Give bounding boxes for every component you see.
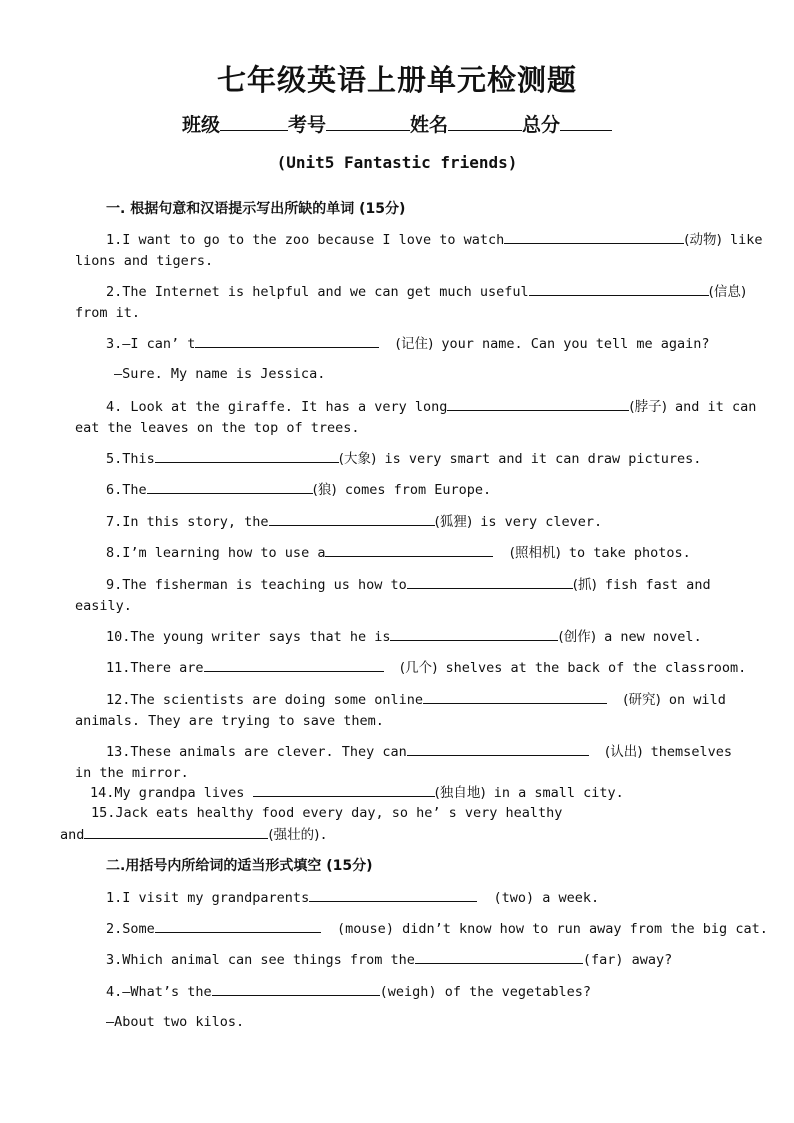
s1-question-1 (75, 229, 762, 271)
question-text: 15.Jack eats healthy food every day, so he’ s very healthy (91, 805, 563, 821)
question-text: 12.The scientists are doing some online (106, 692, 423, 708)
answer-blank[interactable] (253, 782, 435, 797)
answer-blank[interactable] (407, 574, 573, 589)
question-text: didn’t know how to run away from the big cat. (393, 921, 768, 937)
s1-question-12 (75, 689, 726, 731)
question-text: 14.My grandpa lives (90, 785, 253, 801)
answer-blank[interactable] (155, 918, 321, 933)
hint: (认出) (605, 744, 643, 760)
hint: (研究) (623, 692, 661, 708)
s1-question-2 (75, 281, 746, 323)
score-blank[interactable] (560, 110, 612, 131)
class-blank[interactable] (220, 110, 288, 131)
s1-question-4 (75, 396, 756, 438)
question-text: is very clever. (472, 514, 603, 530)
s1-question-5 (106, 448, 701, 470)
answer-blank[interactable] (269, 511, 435, 526)
question-text: animals. They are trying to save them. (75, 712, 384, 729)
question-text: like (721, 232, 763, 248)
s2-question-2 (106, 918, 768, 940)
question-text: 5.This (106, 451, 155, 467)
question-text: and it can (666, 399, 757, 415)
s1-question-15 (60, 803, 562, 845)
hint: (far) (582, 952, 624, 968)
question-text: your name. Can you tell me again? (433, 336, 710, 352)
question-text: 2.Some (106, 921, 155, 937)
question-text: a week. (534, 890, 600, 906)
s2-question-4 (106, 981, 591, 1003)
hint: (狐狸) (434, 514, 473, 530)
s1-question-3-reply: —Sure. My name is Jessica. (114, 366, 326, 382)
hint: (mouse) (337, 921, 394, 937)
question-text: on wild (660, 692, 726, 708)
s1-question-13 (75, 741, 732, 783)
s1-question-3 (75, 333, 710, 355)
question-text: 10.The young writer says that he is (106, 629, 391, 645)
question-text: 1.I want to go to the zoo because I love to watch (106, 232, 505, 248)
question-text: 3.—I can’ t (106, 336, 196, 352)
question-text: 13.These animals are clever. They can (106, 744, 407, 760)
hint: (weigh) (379, 984, 437, 1000)
s1-question-14 (90, 782, 624, 804)
answer-blank[interactable] (529, 281, 709, 296)
answer-blank[interactable] (309, 887, 477, 902)
question-text: 7.In this story, the (106, 514, 269, 530)
question-text: a new novel. (596, 629, 702, 645)
s2-question-4-reply: —About two kilos. (106, 1014, 245, 1030)
question-text: comes from Europe. (336, 482, 492, 498)
hint: (创作) (558, 629, 597, 645)
question-text: 2.The Internet is helpful and we can get much useful (106, 284, 529, 300)
question-text: eat the leaves on the top of trees. (75, 419, 360, 436)
answer-blank[interactable] (447, 396, 629, 411)
hint: (动物) (684, 232, 722, 248)
question-text: fish fast and (596, 577, 711, 593)
question-text: of the vegetables? (436, 984, 592, 1000)
number-label: 考号 (287, 114, 326, 136)
s1-question-7 (106, 511, 602, 533)
section-1-heading: 一. 根据句意和汉语提示写出所缺的单词 (15分) (106, 201, 406, 217)
s1-question-8 (106, 542, 691, 564)
name-blank[interactable] (448, 110, 522, 131)
question-text: easily. (75, 597, 132, 614)
unit-subtitle: (Unit5 Fantastic friends) (276, 153, 518, 172)
question-text: away? (623, 952, 673, 968)
question-text: 8.I’m learning how to use a (106, 545, 326, 561)
class-label: 班级 (181, 114, 220, 136)
answer-blank[interactable] (415, 949, 583, 964)
hint: (照相机) (509, 545, 561, 561)
question-text: and (60, 826, 85, 843)
s1-question-9 (75, 574, 711, 616)
s2-question-1 (106, 887, 599, 909)
question-text: is very smart and it can draw pictures. (376, 451, 702, 467)
question-text: shelves at the back of the classroom. (437, 660, 747, 676)
question-text: 3.Which animal can see things from the (106, 952, 415, 968)
question-text: themselves (642, 744, 732, 760)
page-title: 七年级英语上册单元检测题 (216, 63, 577, 97)
hint: (信息) (708, 284, 747, 300)
hint: (脖子) (629, 399, 667, 415)
question-text: . (319, 826, 328, 843)
answer-blank[interactable] (84, 824, 268, 839)
question-text: in the mirror. (75, 764, 189, 781)
answer-blank[interactable] (407, 741, 589, 756)
question-text: lions and tigers. (75, 252, 214, 269)
question-text: to take photos. (560, 545, 691, 561)
name-label: 姓名 (410, 114, 449, 136)
hint: (独自地) (434, 785, 486, 801)
question-text: 11.There are (106, 660, 204, 676)
answer-blank[interactable] (423, 689, 607, 704)
question-text: 4.—What’s the (106, 984, 212, 1000)
s1-question-6 (106, 479, 491, 501)
hint: (几个) (399, 660, 438, 676)
s1-question-10 (106, 626, 702, 648)
answer-blank[interactable] (390, 626, 558, 641)
student-info-line (0, 110, 794, 137)
answer-blank[interactable] (204, 657, 384, 672)
answer-blank[interactable] (147, 479, 313, 494)
s2-question-3 (106, 949, 672, 971)
hint: (抓) (572, 577, 597, 593)
hint: (记住) (395, 336, 434, 352)
question-text: 9.The fisherman is teaching us how to (106, 577, 407, 593)
question-text: 1.I visit my grandparents (106, 890, 310, 906)
question-text: 4. Look at the giraffe. It has a very long (106, 399, 448, 415)
s1-question-11 (106, 657, 746, 679)
answer-blank[interactable] (195, 333, 379, 348)
section-2-heading: 二.用括号内所给词的适当形式填空 (15分) (106, 858, 373, 874)
question-text: 6.The (106, 482, 147, 498)
score-label: 总分 (522, 114, 561, 136)
answer-blank[interactable] (155, 448, 339, 463)
hint: (狼) (312, 482, 337, 498)
number-blank[interactable] (326, 110, 410, 131)
answer-blank[interactable] (504, 229, 684, 244)
hint: (强壮的) (268, 826, 320, 843)
hint: (two) (493, 890, 535, 906)
question-text: in a small city. (485, 785, 624, 801)
answer-blank[interactable] (212, 981, 380, 996)
answer-blank[interactable] (325, 542, 493, 557)
question-text: from it. (75, 304, 141, 321)
hint: (大象) (338, 451, 377, 467)
